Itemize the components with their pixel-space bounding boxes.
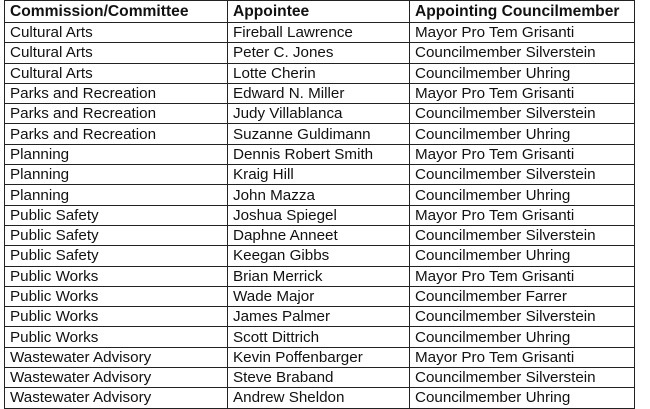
table-row — [5, 124, 635, 144]
councilmember-cell: Councilmember Silverstein — [410, 368, 635, 388]
commission-cell: Cultural Arts — [5, 63, 228, 83]
commission-cell: Public Safety — [5, 225, 228, 245]
table-row — [5, 23, 635, 43]
commission-cell: Parks and Recreation — [5, 124, 228, 144]
appointee-cell: Daphne Anneet — [228, 225, 410, 245]
commission-cell: Cultural Arts — [5, 23, 228, 43]
commission-cell: Wastewater Advisory — [5, 347, 228, 367]
councilmember-cell: Mayor Pro Tem Grisanti — [410, 266, 635, 286]
commission-cell: Parks and Recreation — [5, 104, 228, 124]
councilmember-cell: Councilmember Uhring — [410, 124, 635, 144]
commission-cell: Planning — [5, 185, 228, 205]
table-row — [5, 347, 635, 367]
table-row — [5, 205, 635, 225]
appointee-cell: Dennis Robert Smith — [228, 144, 410, 164]
councilmember-cell: Councilmember Silverstein — [410, 104, 635, 124]
appointee-cell: Joshua Spiegel — [228, 205, 410, 225]
commission-cell: Public Works — [5, 327, 228, 347]
header-row — [5, 1, 635, 23]
appointee-cell: Kevin Poffenbarger — [228, 347, 410, 367]
column-header-appointing-councilmember: Appointing Councilmember — [410, 1, 635, 23]
appointee-cell: Keegan Gibbs — [228, 246, 410, 266]
table-row — [5, 83, 635, 103]
table-row — [5, 185, 635, 205]
appointee-cell: James Palmer — [228, 307, 410, 327]
commission-cell: Public Safety — [5, 246, 228, 266]
table-body — [5, 23, 635, 409]
table-row — [5, 327, 635, 347]
commission-cell: Planning — [5, 165, 228, 185]
commission-cell: Planning — [5, 144, 228, 164]
commission-cell: Wastewater Advisory — [5, 388, 228, 408]
table-row — [5, 225, 635, 245]
table-row — [5, 307, 635, 327]
appointments-table — [4, 0, 635, 409]
appointee-cell: Fireball Lawrence — [228, 23, 410, 43]
councilmember-cell: Mayor Pro Tem Grisanti — [410, 83, 635, 103]
councilmember-cell: Councilmember Uhring — [410, 388, 635, 408]
commission-cell: Wastewater Advisory — [5, 368, 228, 388]
appointee-cell: Suzanne Guldimann — [228, 124, 410, 144]
column-header-commission: Commission/Committee — [5, 1, 228, 23]
councilmember-cell: Councilmember Uhring — [410, 327, 635, 347]
councilmember-cell: Councilmember Uhring — [410, 63, 635, 83]
appointee-cell: Wade Major — [228, 286, 410, 306]
column-header-appointee: Appointee — [228, 1, 410, 23]
appointee-cell: Peter C. Jones — [228, 43, 410, 63]
table-row — [5, 368, 635, 388]
table-row — [5, 266, 635, 286]
appointee-cell: Judy Villablanca — [228, 104, 410, 124]
councilmember-cell: Councilmember Uhring — [410, 246, 635, 266]
councilmember-cell: Councilmember Farrer — [410, 286, 635, 306]
councilmember-cell: Mayor Pro Tem Grisanti — [410, 144, 635, 164]
appointee-cell: Lotte Cherin — [228, 63, 410, 83]
councilmember-cell: Councilmember Silverstein — [410, 165, 635, 185]
councilmember-cell: Councilmember Uhring — [410, 185, 635, 205]
appointee-cell: Kraig Hill — [228, 165, 410, 185]
table-row — [5, 63, 635, 83]
councilmember-cell: Mayor Pro Tem Grisanti — [410, 205, 635, 225]
councilmember-cell: Councilmember Silverstein — [410, 225, 635, 245]
commission-cell: Parks and Recreation — [5, 83, 228, 103]
appointee-cell: Andrew Sheldon — [228, 388, 410, 408]
appointee-cell: John Mazza — [228, 185, 410, 205]
councilmember-cell: Councilmember Silverstein — [410, 43, 635, 63]
councilmember-cell: Mayor Pro Tem Grisanti — [410, 23, 635, 43]
table-row — [5, 43, 635, 63]
table-row — [5, 246, 635, 266]
appointee-cell: Scott Dittrich — [228, 327, 410, 347]
appointee-cell: Edward N. Miller — [228, 83, 410, 103]
table-row — [5, 165, 635, 185]
councilmember-cell: Mayor Pro Tem Grisanti — [410, 347, 635, 367]
appointee-cell: Brian Merrick — [228, 266, 410, 286]
table-row — [5, 144, 635, 164]
table-row — [5, 286, 635, 306]
table-header — [5, 1, 635, 23]
appointee-cell: Steve Braband — [228, 368, 410, 388]
commission-cell: Public Works — [5, 307, 228, 327]
table-row — [5, 388, 635, 408]
commission-cell: Public Safety — [5, 205, 228, 225]
councilmember-cell: Councilmember Silverstein — [410, 307, 635, 327]
table-row — [5, 104, 635, 124]
commission-cell: Cultural Arts — [5, 43, 228, 63]
commission-cell: Public Works — [5, 286, 228, 306]
commission-cell: Public Works — [5, 266, 228, 286]
